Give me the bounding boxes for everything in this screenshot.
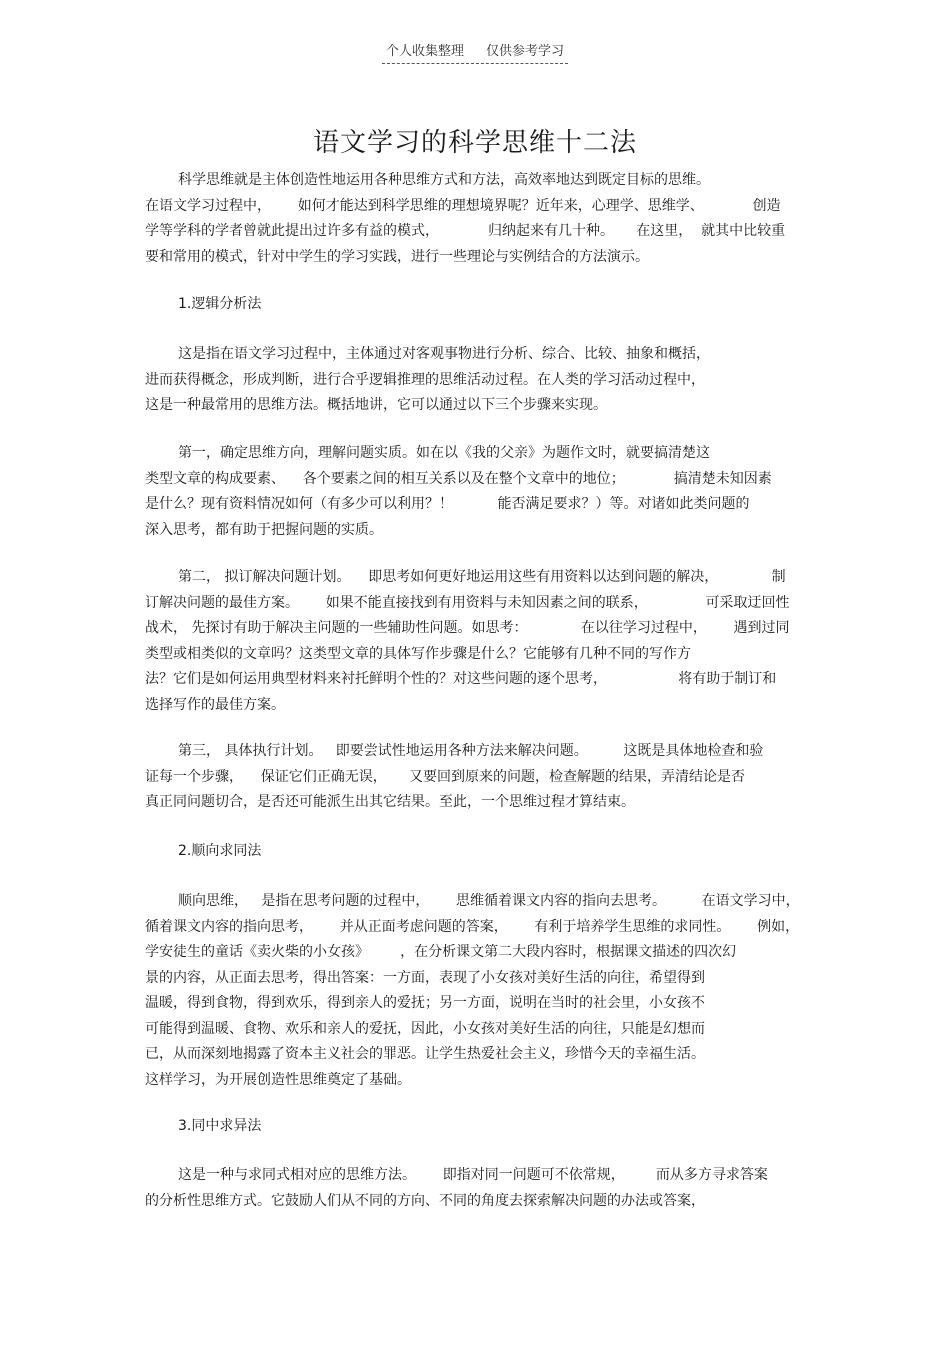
document-title: 语文学习的科学思维十二法	[312, 128, 637, 158]
text-line: 科学思维就是主体创造性地运用各种思维方式和方法，高效率地达到既定目标的思维。	[178, 172, 710, 188]
text-line: 第二， 拟订解决问题计划。 即思考如何更好地运用这些有用资料以达到问题的解决， 制	[178, 569, 786, 585]
text-line: 循着课文内容的指向思考， 并从正面考虑问题的答案， 有利于培养学生思维的求同性。 例如，	[145, 918, 800, 935]
text-line: 学等学科的学者曾就此提出过许多有益的模式， 归纳起来有几十种。 在这里， 就其中比较重	[145, 223, 786, 239]
header-left-text: 个人收集整理	[385, 44, 464, 59]
text-line: 这是一种最常用的思维方法。概括地讲，它可以通过以下三个步骤来实现。	[145, 397, 607, 413]
paragraph	[145, 889, 815, 1093]
header-note	[382, 40, 568, 64]
section-heading	[145, 839, 815, 865]
paragraph	[145, 441, 815, 543]
text-line: 选择写作的最佳方案。	[145, 696, 285, 713]
text-line: 2.顺向求同法	[178, 843, 262, 859]
text-line: 要和常用的模式，针对中学生的学习实践，进行一些理论与实例结合的方法演示。	[145, 248, 649, 265]
text-line: 学安徒生的童话《卖火柴的小女孩》 ，在分析课文第二大段内容时，根据课文描述的四次幻	[145, 944, 737, 960]
text-line: 的分析性思维方式。它鼓励人们从不同的方向、不同的角度去探索解决问题的办法或答案，	[145, 1192, 705, 1209]
text-line: 类型或相类似的文章吗？这类型文章的具体写作步骤是什么？它能够有几种不同的写作方	[145, 645, 691, 662]
text-line: 在语文学习过程中， 如何才能达到科学思维的理想境界呢？近年来，心理学、思维学、 创造	[145, 197, 781, 214]
paragraph	[145, 168, 815, 270]
text-line: 深入思考，都有助于把握问题的实质。	[145, 521, 383, 538]
paragraph	[145, 1163, 815, 1214]
paragraph	[145, 739, 815, 816]
text-line: 战术， 先探讨有助于解决主问题的一些辅助性问题。如思考： 在以往学习过程中， 遇到过同	[145, 620, 790, 636]
text-line: 证每一个步骤， 保证它们正确无误， 又要回到原来的问题，检查解题的结果，弄清结论是否	[145, 768, 746, 785]
text-line: 这是一种与求同式相对应的思维方法。 即指对同一问题可不依常规， 而从多方寻求答案	[178, 1167, 768, 1183]
text-line: 第一，确定思维方向，理解问题实质。如在以《我的父亲》为题作文时，就要搞清楚这	[178, 445, 710, 461]
paragraph	[145, 565, 815, 718]
section-heading	[145, 1114, 815, 1140]
text-line: 1.逻辑分析法	[178, 296, 262, 312]
page-header	[0, 40, 950, 64]
text-line: 温暖，得到食物，得到欢乐，得到亲人的爱抚；另一方面，说明在当时的社会里，小女孩不	[145, 995, 705, 1011]
text-line: 第三， 具体执行计划。 即要尝试性地运用各种方法来解决问题。 这既是具体地检查和验	[178, 743, 764, 759]
text-line: 真正同问题切合，是否还可能派生出其它结果。至此，一个思维过程才算结束。	[145, 794, 635, 810]
text-line: 可能得到温暖、食物、欢乐和亲人的爱抚，因此，小女孩对美好生活的向往，只能是幻想而	[145, 1020, 705, 1037]
text-line: 类型文章的构成要素、 各个要素之间的相互关系以及在整个文章中的地位； 搞清楚未知因素	[145, 470, 772, 487]
text-line: 订解决问题的最佳方案。 如果不能直接找到有用资料与未知因素之间的联系， 可采取迂回性	[145, 594, 790, 611]
header-right-text: 仅供参考学习	[486, 44, 565, 59]
text-line: 3.同中求异法	[178, 1118, 262, 1134]
text-line: 已，从而深刻地揭露了资本主义社会的罪恶。让学生热爱社会主义，珍惜今天的幸福生活。	[145, 1046, 705, 1062]
section-heading	[145, 292, 815, 318]
text-line: 景的内容，从正面去思考，得出答案：一方面，表现了小女孩对美好生活的向往，希望得到	[145, 969, 705, 986]
text-line: 进而获得概念，形成判断，进行合乎逻辑推理的思维活动过程。在人类的学习活动过程中，	[145, 371, 705, 388]
paragraph	[145, 342, 815, 419]
text-line: 这是指在语文学习过程中，主体通过对客观事物进行分析、综合、比较、抽象和概括，	[178, 346, 710, 362]
text-line: 这样学习，为开展创造性思维奠定了基础。	[145, 1071, 411, 1088]
text-line: 法？它们是如何运用典型材料来衬托鲜明个性的？对这些问题的逐个思考， 将有助于制订和	[145, 671, 777, 687]
text-line: 顺向思维， 是指在思考问题的过程中， 思维循着课文内容的指向去思考。 在语文学习中，	[178, 893, 800, 909]
text-line: 是什么？现有资料情况如何（有多少可以利用？！ 能否满足要求？）等。对诸如此类问题的	[145, 496, 750, 512]
